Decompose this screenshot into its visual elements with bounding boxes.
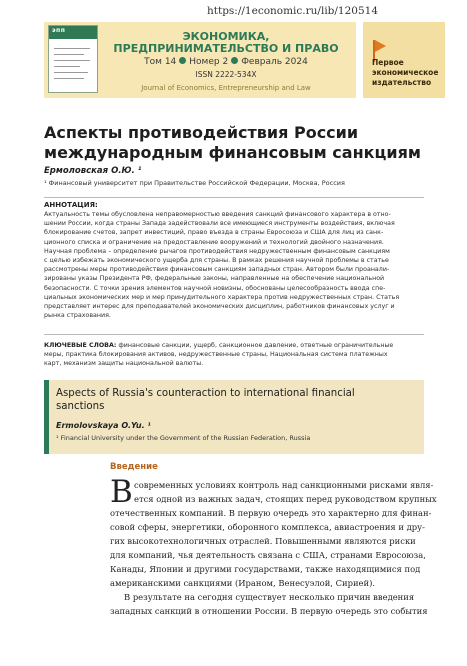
section-heading: Введение xyxy=(110,462,158,472)
drop-cap: В xyxy=(110,474,133,510)
divider xyxy=(44,334,424,335)
intro-paragraph-1-start: современных условиях контроль над санкционными рисками явля- ется одной из важных задач, стоящих перед руководством крупных xyxy=(134,480,437,504)
english-author: Ermolovskaya O.Yu. ¹ xyxy=(56,421,151,430)
keywords-label: КЛЮЧЕВЫЕ СЛОВА: xyxy=(44,342,117,349)
abstract-label: АННОТАЦИЯ: xyxy=(44,201,98,209)
journal-cover-thumbnail xyxy=(48,25,98,93)
flag-icon-cloth xyxy=(375,40,386,52)
english-affiliation: ¹ Financial University under the Government of the Russian Federation, Russia xyxy=(56,434,311,442)
divider xyxy=(44,197,424,198)
separator-dot-icon xyxy=(179,57,186,64)
journal-volume: Том 14 xyxy=(144,57,177,67)
article-url[interactable]: https://1economic.ru/lib/120514 xyxy=(207,5,379,17)
english-title: Aspects of Russia's counteraction to international financial sanctions xyxy=(56,388,355,412)
separator-dot-icon xyxy=(231,57,238,64)
journal-issue xyxy=(96,57,356,67)
intro-paragraph-1: отечественных компаний. В первую очередь это характерно для финан- совой сферы, энергетики, оборонного комплекса, авиастроения и дру- гих высокотехнологичных отраслей. Повышенными являются риски для компаний, чья деятельность связана с США, странами Евросоюза, Канады, Японии и другими государствами, также находящимися под американскими санкциями (Ираном, Венесуэлой, Сирией). В результате на сегодня существует несколько причин введения западных санкций в отношении России. В первую очередь это события xyxy=(110,508,432,616)
publisher-name: Первое экономическое издательство xyxy=(372,58,439,87)
journal-title-line1: ЭКОНОМИКА, xyxy=(182,30,270,43)
keywords: КЛЮЧЕВЫЕ СЛОВА: финансовые санкции, ущерб, санкционное давление, ответные ограничительные меры, практика блокирования активов, недружественные страны, Национальная система платежных карт, механизм защиты национальной валюты. xyxy=(44,342,394,368)
intro-paragraph-2: В результате на сегодня существует несколько причин введения xyxy=(124,592,415,602)
article-affiliation: ¹ Финансовый университет при Правительстве Российской Федерации, Москва, Россия xyxy=(44,179,345,187)
journal-title-line2: ПРЕДПРИНИМАТЕЛЬСТВО И ПРАВО xyxy=(113,42,339,55)
article-title: Аспекты противодействия России международным финансовым санкциям xyxy=(44,123,421,162)
article-author: Ермоловская О.Ю. ¹ xyxy=(44,166,142,176)
journal-logo: эпп xyxy=(52,27,66,34)
journal-number: Номер 2 xyxy=(189,57,229,67)
abstract-text: Актуальность темы обусловлена неправомерностью введения санкций финансового характера в отно- шении России, когда страны Запада задействовали все имеющиеся инструменты воздействия, включая блокирование счетов, запрет инвестиций, право въезда в страны Евросоюза и США для лиц из санк- ционного списка и ограничение на предоставление вооружений и технологий двойного назначения. Научная проблема – определение рычагов противодействия недружественным финансовым санкциям с целью избежать экономического ущерба для страны. В рамках решения научной проблемы в статье рассмотрены меры противодействия финансовым санкциям западных стран. Автором были проанали- зированы указы Президента РФ, федеральные законы, направленные на обеспечение национальной безопасности. С точки зрения элементов научной новизны, обоснованы целесообразность ввода спе- циальных экономических мер и мер принудительного характера против недружественных стран. Статья представляет интерес для преподавателей экономических дисциплин, работников финансовых услуг и рынка страхования. xyxy=(44,211,400,320)
journal-english-title: Journal of Economics, Entrepreneurship and Law xyxy=(141,84,311,92)
journal-issn: ISSN 2222-534X xyxy=(195,70,257,79)
publisher-badge xyxy=(363,22,445,98)
journal-date: Февраль 2024 xyxy=(241,57,308,67)
